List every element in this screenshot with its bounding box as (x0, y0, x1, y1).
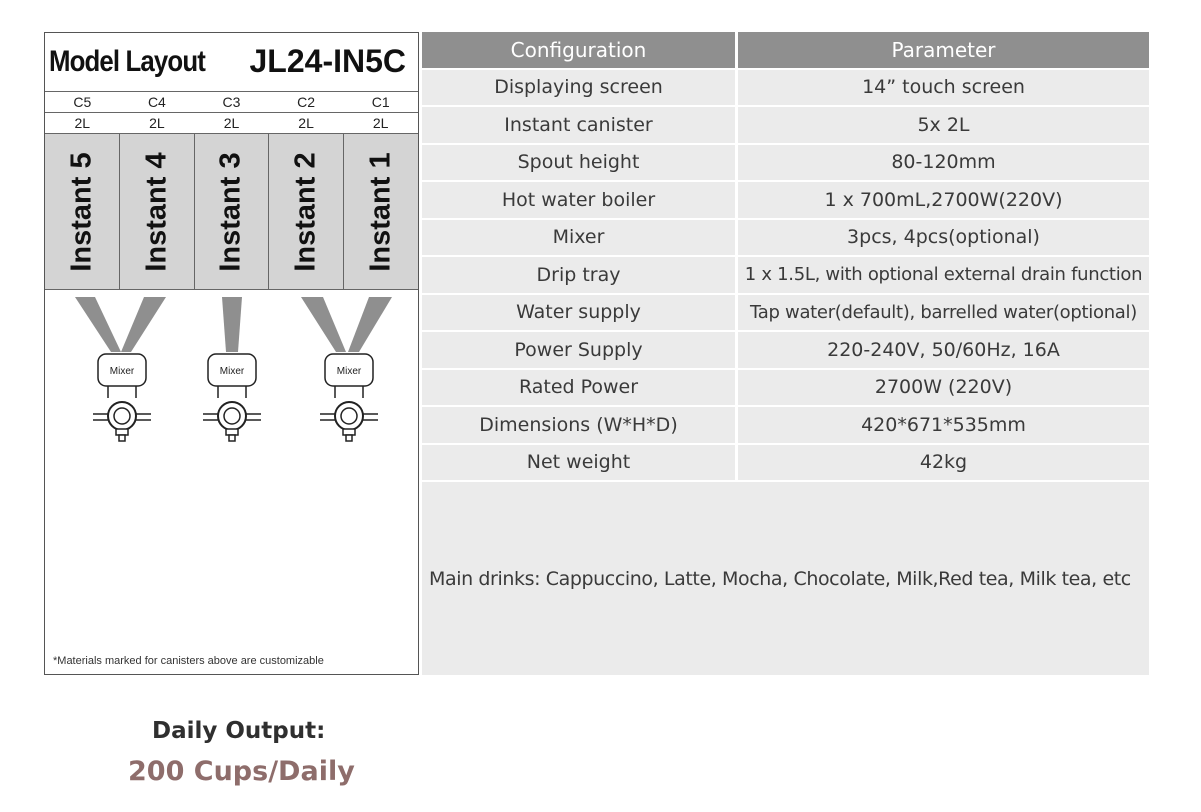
param-cell: 14” touch screen (738, 70, 1149, 106)
param-cell: 5x 2L (738, 107, 1149, 143)
param-cell: 220-240V, 50/60Hz, 16A (738, 332, 1149, 368)
instant-canister (120, 134, 195, 289)
param-cell: 1 x 700mL,2700W(220V) (738, 182, 1149, 218)
mixer-unit (320, 354, 378, 441)
customization-note: *Materials marked for canisters above are customizable (53, 655, 324, 667)
funnel-shape (222, 297, 242, 352)
mixer-label: Mixer (219, 366, 245, 377)
param-cell: 3pcs, 4pcs(optional) (738, 220, 1149, 256)
main-drinks-row (422, 482, 1149, 675)
mixer-label: Mixer (336, 366, 362, 377)
daily-output-label: Daily Output: (152, 718, 326, 744)
config-cell: Instant canister (422, 107, 735, 143)
table-row (422, 70, 1149, 106)
config-cell: Dimensions (W*H*D) (422, 407, 735, 443)
funnel-shape (301, 297, 346, 352)
instant-canister (269, 134, 344, 289)
table-row (422, 220, 1149, 256)
daily-output-value: 200 Cups/Daily (128, 756, 355, 787)
spec-table (422, 32, 1149, 675)
canister-code: C2 (297, 94, 316, 110)
mixer-unit (203, 354, 261, 441)
table-row (422, 145, 1149, 181)
instant-label: Instant 4 (140, 151, 173, 272)
param-cell: 420*671*535mm (738, 407, 1149, 443)
canister-capacity: 2L (149, 115, 165, 131)
model-number: JL24-IN5C (249, 43, 406, 79)
mixer-label: Mixer (109, 366, 135, 377)
table-header-row (422, 32, 1149, 68)
param-cell: 1 x 1.5L, with optional external drain function (738, 257, 1149, 293)
param-cell: 80-120mm (738, 145, 1149, 181)
mixer-diagram (45, 290, 418, 460)
canister-code-row (45, 91, 418, 112)
instant-label: Instant 3 (214, 151, 247, 272)
table-row (422, 107, 1149, 143)
funnel-shape (121, 297, 166, 352)
table-row (422, 182, 1149, 218)
table-row (422, 407, 1149, 443)
config-cell: Rated Power (422, 370, 735, 406)
instant-canister (45, 134, 120, 289)
canister-capacity: 2L (74, 115, 91, 131)
layout-header (45, 33, 418, 91)
canister-capacity: 2L (223, 115, 240, 131)
table-row (422, 257, 1149, 293)
instant-canister (344, 134, 418, 289)
table-row (422, 332, 1149, 368)
config-cell: Hot water boiler (422, 182, 735, 218)
header-configuration: Configuration (422, 32, 735, 68)
instant-label: Instant 2 (289, 151, 322, 272)
param-cell: Tap water(default), barrelled water(optional) (738, 295, 1149, 331)
instant-canisters (45, 133, 418, 290)
param-cell: 42kg (738, 445, 1149, 481)
table-row (422, 295, 1149, 331)
config-cell: Drip tray (422, 257, 735, 293)
config-cell: Power Supply (422, 332, 735, 368)
config-cell: Net weight (422, 445, 735, 481)
instant-canister (195, 134, 270, 289)
instant-label: Instant 1 (364, 151, 397, 272)
canister-code: C1 (371, 94, 390, 110)
model-layout-panel (44, 32, 419, 675)
config-cell: Spout height (422, 145, 735, 181)
header-parameter: Parameter (738, 32, 1149, 68)
funnel-shape (75, 297, 121, 352)
config-cell: Displaying screen (422, 70, 735, 106)
mixer-unit (93, 354, 151, 441)
canister-capacity-row (45, 112, 418, 133)
table-row (422, 445, 1149, 481)
table-row (422, 370, 1149, 406)
main-drinks-text: Main drinks: Cappuccino, Latte, Mocha, Chocolate, Milk,Red tea, Milk tea, etc (429, 567, 1131, 590)
canister-capacity: 2L (372, 115, 389, 131)
instant-label: Instant 5 (65, 151, 98, 272)
config-cell: Water supply (422, 295, 735, 331)
canister-code: C3 (222, 94, 241, 110)
canister-code: C5 (73, 94, 92, 110)
canister-capacity: 2L (298, 115, 314, 131)
param-cell: 2700W (220V) (738, 370, 1149, 406)
layout-title: Model Layout (49, 45, 205, 78)
funnel-shape (348, 297, 392, 352)
config-cell: Mixer (422, 220, 735, 256)
canister-code: C4 (147, 94, 166, 110)
